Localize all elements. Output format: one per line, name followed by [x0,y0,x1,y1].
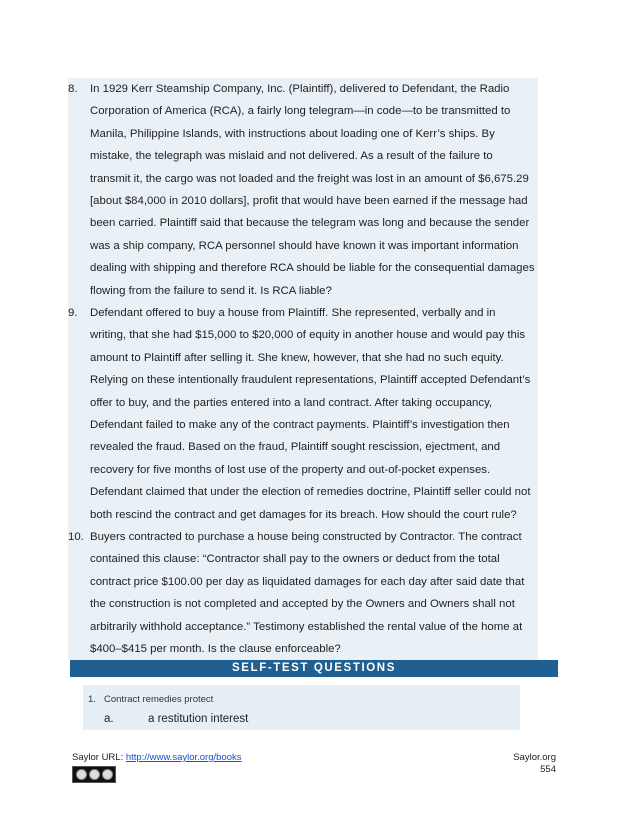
self-test-question-text: Contract remedies protect [104,694,214,705]
text-line: revealed the fraud. Based on the fraud, Plaintiff sought rescission, ejectment, and [90,441,501,454]
text-line: mistake, the telegraph was mislaid and not delivered. As a result of the failure to [90,150,493,163]
exercise-question-9 [68,302,538,526]
exercise-question-8 [68,78,538,302]
text-line: recovery for five months of lost use of the property and out-of-pocket expenses. [90,463,491,476]
footer-page-info [500,752,556,776]
text-line: Buyers contracted to purchase a house being constructed by Contractor. The contract [90,531,522,543]
text-line: was a ship company, RCA personnel should have known it was important information [90,239,519,252]
text-line: Manila, Philippine Islands, with instructions about loading one of Kerr’s ships. By [90,127,495,140]
cc-icon [76,769,87,780]
text-line: dealing with shipping and therefore RCA should be liable for the consequential damages [90,262,535,275]
exercise-question-10 [68,526,538,660]
footer-site: Saylor.org [513,752,556,763]
text-line: writing, that she had $15,000 to $20,000 of equity in another house and would pay this [90,329,526,342]
text-line: Defendant failed to make any of the contract payments. Plaintiff’s investigation then [90,419,510,432]
text-line: arbitrarily withhold acceptance.” Testimony established the rental value of the home at [90,620,523,633]
text-line: offer to buy, and the parties entered into a land contract. After taking occupancy, [90,396,493,409]
text-line: Defendant claimed that under the election of remedies doctrine, Plaintiff seller could not [90,486,531,499]
question-text [90,526,538,660]
question-text [90,302,538,526]
text-line: Corporation of America (RCA), a fairly long telegram—in code—to be transmitted to [90,105,511,118]
text-line: contract price $100.00 per day as liquidated damages for each day after said date that [90,575,525,588]
question-number: 9. [68,307,78,319]
self-test-question-1 [88,694,213,705]
question-number: 10. [68,531,84,543]
creative-commons-badge-icon[interactable] [72,766,116,783]
text-line: Relying on these intentionally fraudulent representations, Plaintiff accepted Defendant’s [90,374,531,387]
text-line: amount to Plaintiff after selling it. She knew, however, that she had no such equity. [90,351,504,364]
text-line: flowing from the failure to send it. Is RCA liable? [90,284,332,297]
text-line: contained this clause: “Contractor shall pay to the owners or deduct from the total [90,553,500,566]
by-icon [89,769,100,780]
self-test-heading: SELF-TEST QUESTIONS [70,660,558,677]
question-text [90,78,538,302]
footer-source [72,752,242,763]
text-line: In 1929 Kerr Steamship Company, Inc. (Plaintiff), delivered to Defendant, the Radio [90,83,510,95]
answer-text: a restitution interest [148,713,249,725]
footer-url-link[interactable]: http://www.saylor.org/books [125,752,242,763]
self-test-question-number: 1. [88,694,96,705]
text-line: both rescind the contract and get damages for its breach. How should the court rule? [90,508,517,521]
text-line: been carried. Plaintiff said that because the telegram was long and because the sender [90,217,530,230]
footer-url-prefix: Saylor URL: [72,752,126,763]
text-line: the construction is not completed and accepted by the Owners and Owners shall not [90,598,515,611]
self-test-answer-a [104,713,248,725]
answer-letter: a. [104,713,114,725]
text-line: [about $84,000 in 2010 dollars], profit that would have been earned if the message had [90,195,528,208]
text-line: $400–$415 per month. Is the clause enforceable? [90,643,341,656]
license-icon [102,769,113,780]
question-number: 8. [68,83,78,95]
text-line: transmit it, the cargo was not loaded and the freight was lost in an amount of $6,675.29 [90,172,529,185]
page-number: 554 [540,764,556,775]
text-line: Defendant offered to buy a house from Plaintiff. She represented, verbally and in [90,307,496,319]
